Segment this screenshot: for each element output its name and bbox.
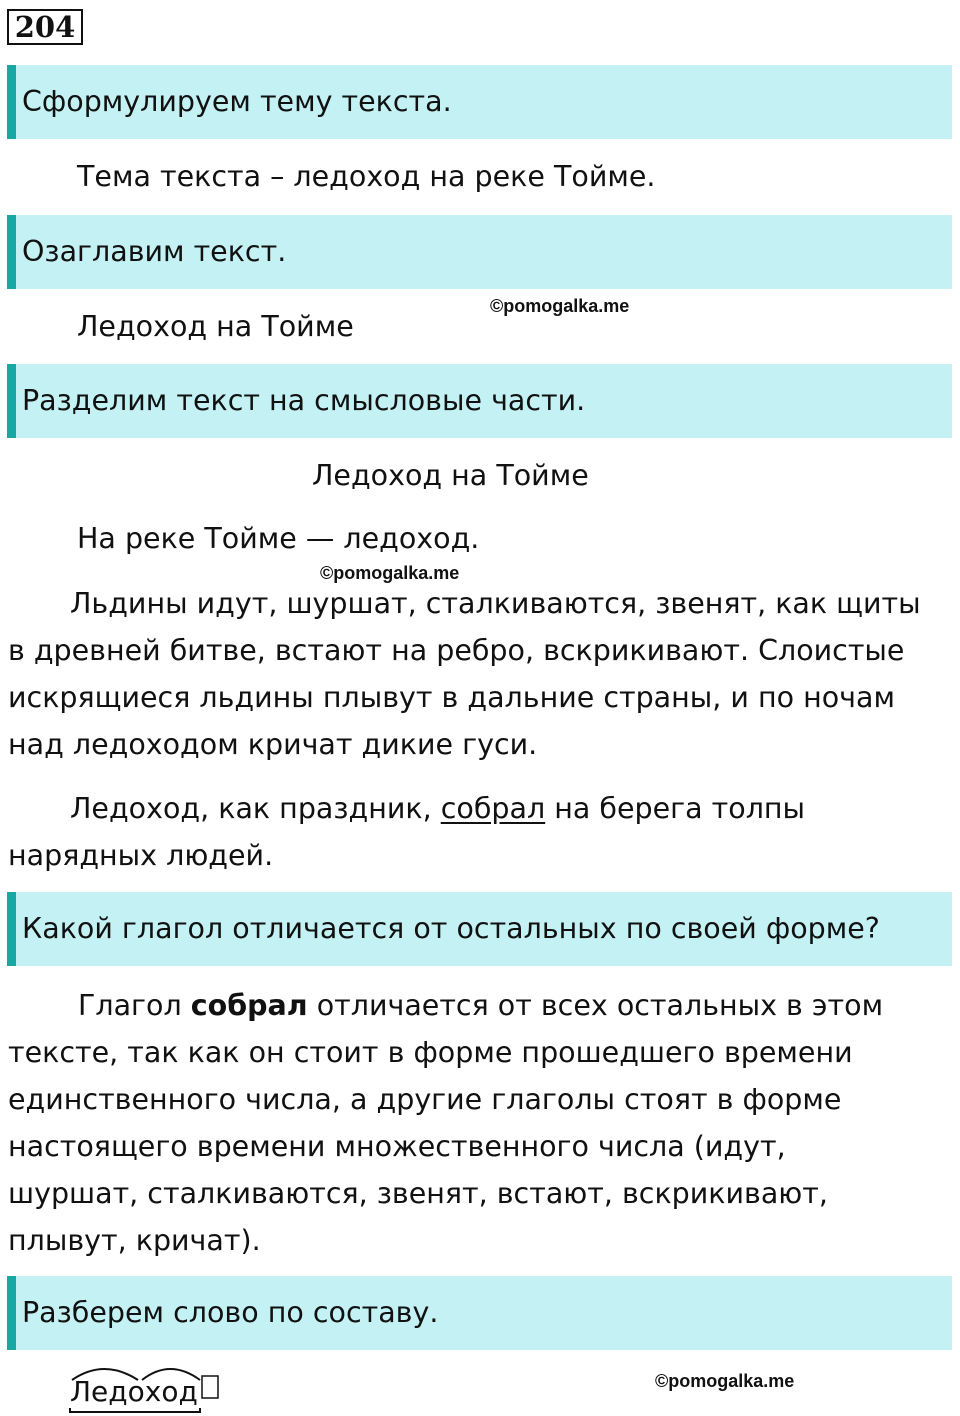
text-line xyxy=(8,982,948,1029)
underlined-verb: собрал xyxy=(440,792,546,825)
answer-topic: Тема текста – ледоход на реке Тойме. xyxy=(77,160,656,193)
heading-topic: Сформулируем тему текста. xyxy=(7,65,952,139)
ending-box xyxy=(202,1376,218,1398)
watermark: ©pomogalka.me xyxy=(655,1371,795,1391)
heading-morpheme: Разберем слово по составу. xyxy=(7,1276,952,1350)
watermark: ©pomogalka.me xyxy=(490,296,630,316)
text-line: над ледоходом кричат дикие гуси. xyxy=(8,728,538,761)
answer-verb xyxy=(8,982,948,1264)
text-line: шуршат, сталкиваются, звенят, встают, вскрикивают, xyxy=(8,1177,828,1210)
heading-parts: Разделим текст на смысловые части. xyxy=(7,364,952,438)
heading-verb: Какой глагол отличается от остальных по своей форме? xyxy=(7,892,952,966)
text-part-3 xyxy=(8,785,948,879)
text-line: тексте, так как он стоит в форме прошедшего времени xyxy=(8,1036,853,1069)
text-fragment: Ледоход, как праздник, xyxy=(70,792,441,825)
text-part-1: На реке Тойме — ледоход. xyxy=(77,522,480,555)
text-line: искрящиеся льдины плывут в дальние страны, и по ночам xyxy=(8,681,895,714)
morpheme-diagram xyxy=(68,1356,228,1416)
text-fragment: на берега толпы xyxy=(545,792,806,825)
text-line xyxy=(8,785,948,832)
task-number: 204 xyxy=(7,9,83,45)
text-fragment: Глагол xyxy=(78,989,191,1022)
text-line: единственного числа, а другие глаголы стоят в форме xyxy=(8,1083,842,1116)
answer-title: Ледоход на Тойме xyxy=(77,310,354,343)
text-line: нарядных людей. xyxy=(8,839,274,872)
watermark: ©pomogalka.me xyxy=(320,563,460,583)
heading-title: Озаглавим текст. xyxy=(7,215,952,289)
morpheme-word: Ледоход xyxy=(70,1375,198,1408)
text-title: Ледоход на Тойме xyxy=(312,459,589,492)
text-line: в древней битве, встают на ребро, вскрикивают. Слоистые xyxy=(8,634,905,667)
text-fragment: отличается от всех остальных в этом xyxy=(307,989,884,1022)
text-part-2 xyxy=(8,580,948,768)
text-line: настоящего времени множественного числа (идут, xyxy=(8,1130,786,1163)
text-line: плывут, кричат). xyxy=(8,1224,261,1257)
text-line: Льдины идут, шуршат, сталкиваются, звенят, как щиты xyxy=(70,587,921,620)
base-bracket xyxy=(70,1408,200,1412)
bold-verb: собрал xyxy=(190,989,308,1022)
